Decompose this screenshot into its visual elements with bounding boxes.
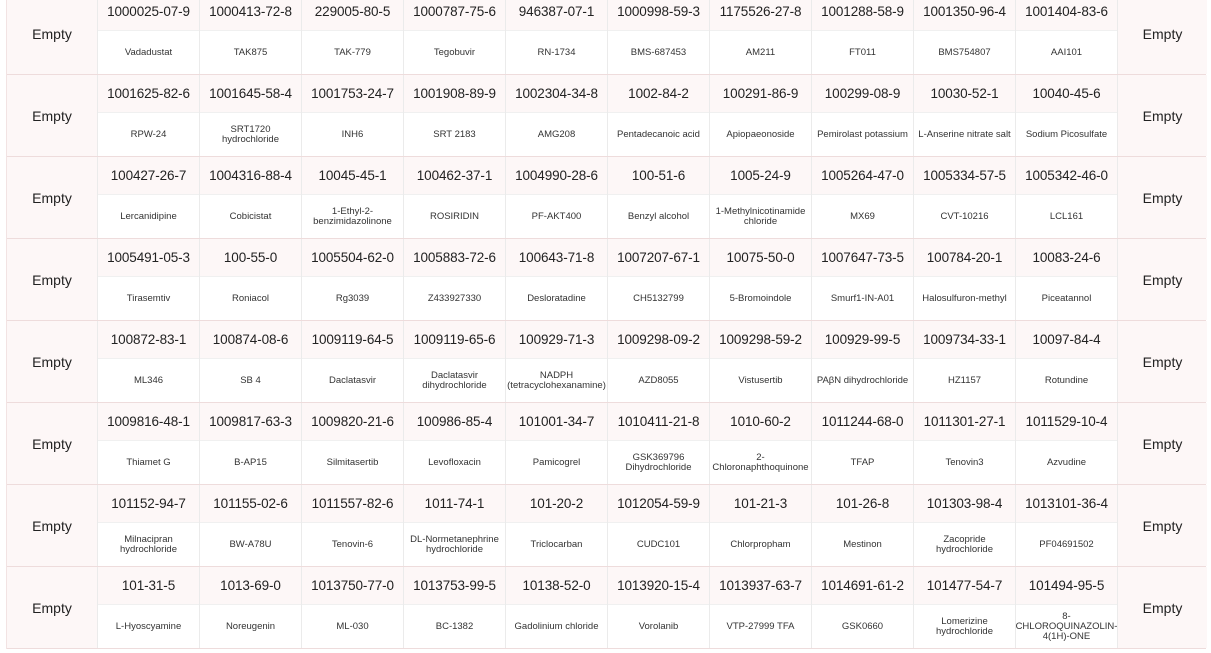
cas-number: 1001288-58-9 [821,4,904,19]
cas-number: 10097-84-4 [1032,332,1101,347]
compound-well[interactable] [301,239,403,320]
compound-well[interactable] [403,157,505,238]
compound-well[interactable] [1015,239,1117,320]
compound-name: GSK369796 Dihydrochloride [608,440,709,484]
cas-number: 1005504-62-0 [311,250,394,265]
compound-well[interactable] [709,75,811,156]
compound-well[interactable] [505,239,607,320]
compound-name: NADPH (tetracyclohexanamine) [506,358,607,402]
compound-well[interactable] [301,567,403,648]
cas-number: 100929-71-3 [518,332,595,347]
cas-number: 1000025-07-9 [107,4,190,19]
compound-well[interactable] [811,0,913,74]
compound-name: Lomerizine hydrochloride [914,604,1015,648]
compound-well[interactable] [403,567,505,648]
cas-number: 1005883-72-6 [413,250,496,265]
compound-name: Tenovin-6 [302,522,403,566]
cas-number: 1001350-96-4 [923,4,1006,19]
cas-number: 1011301-27-1 [923,414,1006,429]
compound-name: HZ1157 [914,358,1015,402]
cas-number: 1009817-63-3 [209,414,292,429]
cas-number: 1009119-65-6 [413,332,496,347]
cas-number: 10075-50-0 [726,250,795,265]
cas-number: 1001908-89-9 [413,86,496,101]
cas-number: 100874-08-6 [212,332,289,347]
plate-row [7,321,1206,403]
cas-number: 1011557-82-6 [311,496,394,511]
compound-name: Apiopaeonoside [710,112,811,156]
compound-name: ML-030 [302,604,403,648]
cas-number: 1013-69-0 [220,578,281,593]
compound-name: Lercanidipine [98,194,199,238]
compound-name: PF-AKT400 [506,194,607,238]
compound-well[interactable] [301,0,403,74]
compound-name: 8-CHLOROQUINAZOLIN-4(1H)-ONE [1016,604,1117,648]
compound-well[interactable] [505,485,607,566]
compound-name: Vorolanib [608,604,709,648]
compound-name: Tenovin3 [914,440,1015,484]
cas-number: 1002-84-2 [628,86,689,101]
cas-number: 1004316-88-4 [209,168,292,183]
compound-well[interactable] [505,321,607,402]
compound-well[interactable] [607,75,709,156]
cas-number: 101-31-5 [121,578,176,593]
compound-name: L-Hyoscyamine [98,604,199,648]
compound-well[interactable] [301,75,403,156]
compound-well[interactable] [301,403,403,484]
compound-name: 5-Bromoindole [710,276,811,320]
compound-name: Desloratadine [506,276,607,320]
compound-well[interactable] [97,75,199,156]
empty-well-right[interactable]: Empty [1117,321,1207,402]
cas-number: 1013937-63-7 [719,578,802,593]
cas-number: 1175526-27-8 [719,4,802,19]
empty-well-left[interactable]: Empty [7,321,97,402]
cas-number: 1014691-61-2 [821,578,904,593]
cas-number: 1001404-83-6 [1025,4,1108,19]
compound-well[interactable] [97,157,199,238]
compound-name: BMS-687453 [608,30,709,74]
compound-name: AZD8055 [608,358,709,402]
compound-name: FT011 [812,30,913,74]
compound-name: CVT-10216 [914,194,1015,238]
compound-well[interactable] [403,75,505,156]
compound-name: TFAP [812,440,913,484]
cas-number: 1001645-58-4 [209,86,292,101]
compound-name: Silmitasertib [302,440,403,484]
compound-well[interactable] [913,0,1015,74]
compound-well[interactable] [811,157,913,238]
compound-well[interactable] [97,239,199,320]
cas-number: 1005264-47-0 [821,168,904,183]
plate-row [7,157,1206,239]
compound-name: Azvudine [1016,440,1117,484]
compound-name: AM211 [710,30,811,74]
compound-well[interactable] [607,0,709,74]
cas-number: 946387-07-1 [518,4,595,19]
compound-well[interactable] [199,239,301,320]
compound-well[interactable] [811,403,913,484]
cas-number: 1010-60-2 [730,414,791,429]
cas-number: 1000787-75-6 [413,4,496,19]
compound-name: Vistusertib [710,358,811,402]
cas-number: 10040-45-6 [1032,86,1101,101]
plate-row [7,485,1206,567]
compound-well[interactable] [1015,485,1117,566]
compound-name: SB 4 [200,358,301,402]
compound-name: Mestinon [812,522,913,566]
compound-well[interactable] [97,567,199,648]
cas-number: 1000413-72-8 [209,4,292,19]
compound-well[interactable] [709,485,811,566]
cas-number: 1005334-57-5 [923,168,1006,183]
compound-well[interactable] [97,403,199,484]
cas-number: 10030-52-1 [930,86,999,101]
compound-well[interactable] [811,75,913,156]
compound-well[interactable] [1015,157,1117,238]
plate-row [7,75,1206,157]
compound-well[interactable] [913,403,1015,484]
compound-well[interactable] [97,485,199,566]
compound-name: RN-1734 [506,30,607,74]
cas-number: 101477-54-7 [926,578,1003,593]
cas-number: 1010411-21-8 [617,414,700,429]
empty-well-left[interactable]: Empty [7,567,97,648]
compound-name: GSK0660 [812,604,913,648]
compound-well[interactable] [403,485,505,566]
compound-name: Milnacipran hydrochloride [98,522,199,566]
empty-well-left[interactable]: Empty [7,485,97,566]
cas-number: 1011244-68-0 [821,414,904,429]
cas-number: 1009734-33-1 [923,332,1006,347]
compound-well[interactable] [199,321,301,402]
compound-name: 2-Chloronaphthoquinone [710,440,811,484]
empty-well-right[interactable]: Empty [1117,567,1207,648]
empty-well-left[interactable]: Empty [7,0,97,74]
cas-number: 1005-24-9 [730,168,791,183]
compound-well[interactable] [709,567,811,648]
compound-well[interactable] [199,75,301,156]
compound-well[interactable] [913,567,1015,648]
cas-number: 100291-86-9 [722,86,799,101]
compound-well[interactable] [301,485,403,566]
compound-name: Tirasemtiv [98,276,199,320]
plate-row [7,403,1206,485]
cas-number: 100643-71-8 [518,250,595,265]
cas-number: 10045-45-1 [318,168,387,183]
compound-name: Smurf1-IN-A01 [812,276,913,320]
cas-number: 100427-26-7 [110,168,187,183]
compound-well[interactable] [607,321,709,402]
cas-number: 101001-34-7 [518,414,595,429]
compound-well[interactable] [709,0,811,74]
compound-well[interactable] [709,403,811,484]
compound-name: Piceatannol [1016,276,1117,320]
compound-well[interactable] [913,321,1015,402]
compound-well[interactable] [811,567,913,648]
compound-well[interactable] [913,239,1015,320]
compound-well[interactable] [505,75,607,156]
compound-name: SRT 2183 [404,112,505,156]
plate-row [7,567,1206,649]
cas-number: 101-26-8 [835,496,890,511]
compound-name: INH6 [302,112,403,156]
cas-number: 100299-08-9 [824,86,901,101]
compound-name: L-Anserine nitrate salt [914,112,1015,156]
compound-name: Daclatasvir [302,358,403,402]
compound-name: Zacopride hydrochloride [914,522,1015,566]
cas-number: 1001753-24-7 [311,86,394,101]
compound-name: Noreugenin [200,604,301,648]
compound-name: Benzyl alcohol [608,194,709,238]
compound-well[interactable] [913,75,1015,156]
compound-well[interactable] [811,239,913,320]
compound-well[interactable] [199,567,301,648]
empty-well-left[interactable]: Empty [7,403,97,484]
cas-number: 1013920-15-4 [617,578,700,593]
cas-number: 1004990-28-6 [515,168,598,183]
compound-well[interactable] [709,157,811,238]
cas-number: 1009119-64-5 [311,332,394,347]
compound-name: PAβN dihydrochloride [812,358,913,402]
compound-well[interactable] [913,485,1015,566]
compound-well[interactable] [811,321,913,402]
compound-well[interactable] [199,403,301,484]
compound-well[interactable] [403,0,505,74]
empty-well-right[interactable]: Empty [1117,485,1207,566]
compound-name: Pentadecanoic acid [608,112,709,156]
cas-number: 1009820-21-6 [311,414,394,429]
cas-number: 100-51-6 [631,168,686,183]
compound-name: Tegobuvir [404,30,505,74]
empty-well-right[interactable]: Empty [1117,0,1207,74]
empty-well-right[interactable]: Empty [1117,239,1207,320]
compound-well[interactable] [403,321,505,402]
cas-number: 101303-98-4 [926,496,1003,511]
compound-name: ML346 [98,358,199,402]
compound-name: Pemirolast potassium [812,112,913,156]
compound-plate-grid [6,0,1206,649]
cas-number: 100986-85-4 [416,414,493,429]
compound-name: B-AP15 [200,440,301,484]
compound-well[interactable] [199,485,301,566]
cas-number: 100462-37-1 [416,168,493,183]
cas-number: 1013753-99-5 [413,578,496,593]
cas-number: 1001625-82-6 [107,86,190,101]
compound-well[interactable] [505,403,607,484]
cas-number: 1013750-77-0 [311,578,394,593]
compound-name: Pamicogrel [506,440,607,484]
cas-number: 1007647-73-5 [821,250,904,265]
compound-well[interactable] [607,485,709,566]
compound-well[interactable] [1015,403,1117,484]
compound-well[interactable] [709,239,811,320]
compound-name: PF04691502 [1016,522,1117,566]
cas-number: 101-20-2 [529,496,584,511]
compound-name: Z433927330 [404,276,505,320]
cas-number: 1011529-10-4 [1025,414,1108,429]
plate-row [7,0,1206,75]
compound-name: TAK-779 [302,30,403,74]
compound-well[interactable] [913,157,1015,238]
compound-name: Triclocarban [506,522,607,566]
compound-name: TAK875 [200,30,301,74]
empty-well-right[interactable]: Empty [1117,75,1207,156]
cas-number: 229005-80-5 [314,4,391,19]
compound-well[interactable] [607,403,709,484]
compound-name: LCL161 [1016,194,1117,238]
compound-well[interactable] [811,485,913,566]
compound-name: RPW-24 [98,112,199,156]
compound-well[interactable] [709,321,811,402]
compound-well[interactable] [1015,0,1117,74]
empty-well-right[interactable]: Empty [1117,403,1207,484]
cas-number: 100872-83-1 [110,332,187,347]
compound-name: BC-1382 [404,604,505,648]
cas-number: 10083-24-6 [1032,250,1101,265]
empty-well-left[interactable]: Empty [7,239,97,320]
compound-name: Levofloxacin [404,440,505,484]
compound-name: AMG208 [506,112,607,156]
compound-name: MX69 [812,194,913,238]
plate-row [7,239,1206,321]
cas-number: 1005342-46-0 [1025,168,1108,183]
compound-name: SRT1720 hydrochloride [200,112,301,156]
cas-number: 1005491-05-3 [107,250,190,265]
compound-well[interactable] [97,0,199,74]
compound-well[interactable] [1015,321,1117,402]
cas-number: 1009816-48-1 [107,414,190,429]
compound-name: DL-Normetanephrine hydrochloride [404,522,505,566]
compound-name: Chlorpropham [710,522,811,566]
compound-name: CH5132799 [608,276,709,320]
compound-name: CUDC101 [608,522,709,566]
empty-well-left[interactable]: Empty [7,75,97,156]
compound-name: AAI101 [1016,30,1117,74]
compound-name: VTP-27999 TFA [710,604,811,648]
cas-number: 1009298-09-2 [617,332,700,347]
cas-number: 10138-52-0 [522,578,591,593]
compound-well[interactable] [1015,567,1117,648]
compound-well[interactable] [403,403,505,484]
cas-number: 1012054-59-9 [617,496,700,511]
cas-number: 1009298-59-2 [719,332,802,347]
compound-name: BMS754807 [914,30,1015,74]
compound-name: Cobicistat [200,194,301,238]
compound-well[interactable] [607,239,709,320]
cas-number: 1000998-59-3 [617,4,700,19]
compound-name: Rotundine [1016,358,1117,402]
cas-number: 1011-74-1 [424,496,485,511]
compound-name: Daclatasvir dihydrochloride [404,358,505,402]
compound-well[interactable] [505,567,607,648]
compound-name: Rg3039 [302,276,403,320]
compound-well[interactable] [607,567,709,648]
empty-well-right[interactable]: Empty [1117,157,1207,238]
compound-name: 1-Methylnicotinamide chloride [710,194,811,238]
cas-number: 101152-94-7 [111,496,186,511]
compound-name: Thiamet G [98,440,199,484]
compound-well[interactable] [301,321,403,402]
compound-well[interactable] [505,0,607,74]
compound-name: Sodium Picosulfate [1016,112,1117,156]
cas-number: 101155-02-6 [213,496,288,511]
cas-number: 100929-99-5 [824,332,901,347]
cas-number: 1002304-34-8 [515,86,598,101]
compound-well[interactable] [97,321,199,402]
compound-well[interactable] [199,157,301,238]
cas-number: 1007207-67-1 [617,250,700,265]
compound-name: 1-Ethyl-2-benzimidazolinone [302,194,403,238]
compound-well[interactable] [505,157,607,238]
compound-well[interactable] [607,157,709,238]
compound-well[interactable] [199,0,301,74]
cas-number: 100784-20-1 [926,250,1003,265]
compound-name: Vadadustat [98,30,199,74]
compound-well[interactable] [301,157,403,238]
compound-well[interactable] [1015,75,1117,156]
cas-number: 101494-95-5 [1028,578,1105,593]
compound-name: Halosulfuron-methyl [914,276,1015,320]
compound-name: Gadolinium chloride [506,604,607,648]
compound-name: BW-A78U [200,522,301,566]
empty-well-left[interactable]: Empty [7,157,97,238]
compound-name: Roniacol [200,276,301,320]
cas-number: 101-21-3 [733,496,788,511]
cas-number: 1013101-36-4 [1025,496,1108,511]
cas-number: 100-55-0 [223,250,278,265]
compound-name: ROSIRIDIN [404,194,505,238]
compound-well[interactable] [403,239,505,320]
